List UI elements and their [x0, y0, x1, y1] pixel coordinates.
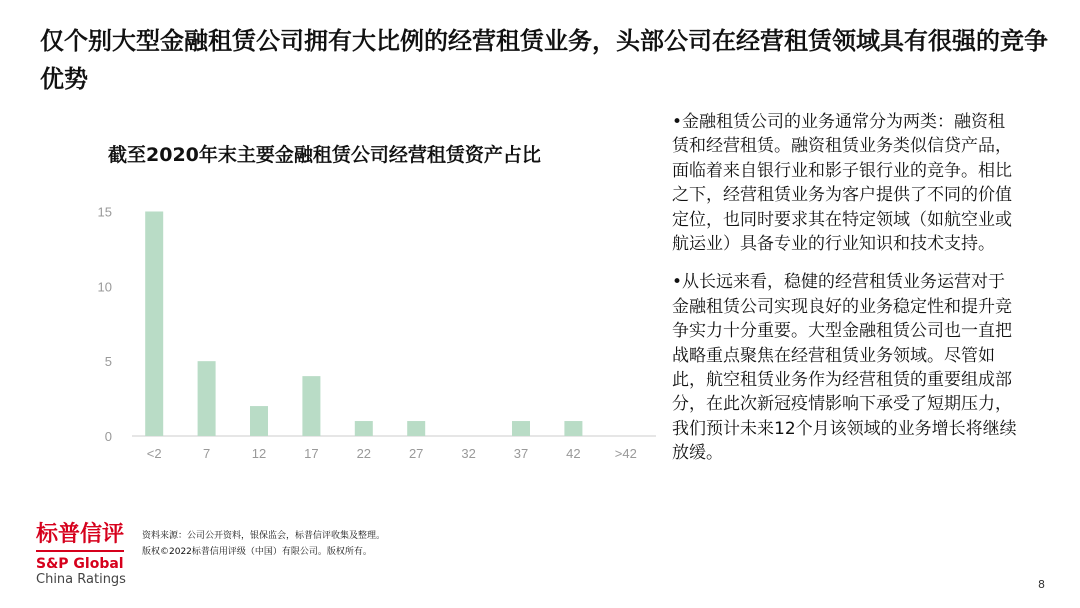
- bullet-item: •金融租赁公司的业务通常分为两类：融资租赁和经营租赁。融资租赁业务类似信贷产品，面临着来自银行业和影子银行业的竞争。相比之下，经营租赁业务为客户提供了不同的价值定位，也同时要求其在特定领域（如航空业或航运业）具备专业的行业知识和技术支持。: [672, 112, 1012, 255]
- bar: [564, 421, 582, 436]
- logo-divider: [36, 550, 124, 552]
- source-line: 资料来源：公司公开资料，银保监会，标普信评收集及整理。: [142, 531, 386, 541]
- chart-title: 截至2020年末主要金融租赁公司经营租赁资产占比: [108, 144, 541, 166]
- bar-chart: [90, 200, 660, 470]
- logo-chinese-name: 标普信评: [36, 522, 125, 547]
- x-tick-label: 42: [566, 446, 581, 461]
- bar: [145, 211, 163, 436]
- x-tick-label: 32: [461, 446, 476, 461]
- bullet-list: [672, 110, 1022, 480]
- x-tick-label: <2: [146, 446, 162, 461]
- x-tick-label: 37: [513, 446, 529, 461]
- bar: [407, 421, 425, 436]
- bar: [250, 406, 268, 436]
- x-tick-label: >42: [614, 446, 637, 461]
- logo-subtitle: China Ratings: [36, 572, 126, 587]
- source-note: [142, 528, 385, 560]
- bar: [355, 421, 373, 436]
- y-tick-label: 15: [97, 204, 112, 220]
- bar: [302, 376, 320, 436]
- sp-global-logo: [36, 522, 126, 588]
- y-tick-label: 5: [104, 354, 112, 370]
- copyright-line: 版权©2022标普信用评级（中国）有限公司。版权所有。: [142, 547, 372, 557]
- bar: [512, 421, 530, 436]
- x-tick-label: 12: [251, 446, 267, 461]
- x-tick-label: 27: [408, 446, 424, 461]
- bullet-item: •从长远来看，稳健的经营租赁业务运营对于金融租赁公司实现良好的业务稳定性和提升竞争实力十分重要。大型金融租赁公司也一直把战略重点聚焦在经营租赁业务领域。尽管如此，航空租赁业务作为经营租赁的重要组成部分，在此次新冠疫情影响下承受了短期压力，我们预计未来12个月该领域的业务增长将继续放缓。: [672, 272, 1017, 464]
- y-tick-label: 10: [97, 279, 112, 295]
- bar: [198, 361, 216, 436]
- x-tick-label: 17: [304, 446, 319, 461]
- x-tick-label: 7: [202, 446, 211, 461]
- slide-title: 仅个别大型金融租赁公司拥有大比例的经营租赁业务，头部公司在经营租赁领域具有很强的竞争优势: [40, 27, 1048, 93]
- page-number: 8: [1038, 578, 1045, 591]
- x-tick-label: 22: [356, 446, 372, 461]
- logo-english-name: S&P Global: [36, 556, 124, 572]
- y-tick-label: 0: [104, 429, 112, 444]
